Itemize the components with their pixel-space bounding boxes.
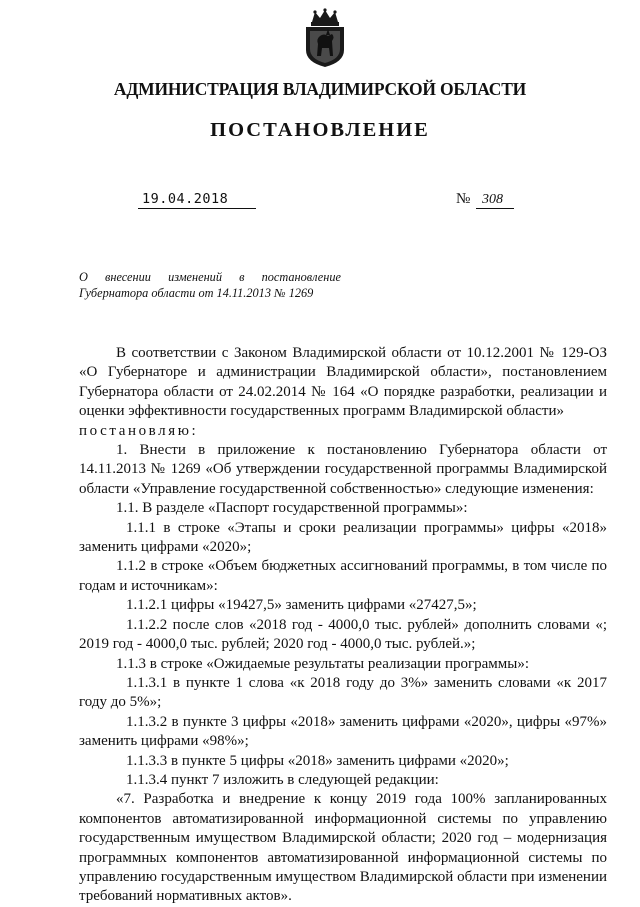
paragraph: «7. Разработка и внедрение к концу 2019 года 100% запланированных компонентов автоматизированной информационной системы по управлению государственным имуществом Владимирской области; 2020 год – модернизация программных компонентов автоматизированной информационной системы по управлению государственным имуществом Владимирской области при изменении требований нормативных актов». — [79, 791, 607, 905]
paragraph: 1.1. В разделе «Паспорт государственной программы»: — [116, 500, 468, 517]
paragraph: 1.1.2 в строке «Объем бюджетных ассигнований программы, в том числе по годам и источникам»: — [79, 558, 607, 594]
paragraph: 1.1.3.3 в пункте 5 цифры «2018» заменить цифрами «2020»; — [126, 752, 509, 769]
date-underline — [138, 208, 256, 209]
subject-line-1: О внесении изменений в постановление — [79, 270, 341, 284]
paragraph: 1.1.3.2 в пункте 3 цифры «2018» заменить цифрами «2020», цифры «97%» заменить цифрами «98%»; — [79, 713, 607, 750]
preamble: В соответствии с Законом Владимирской области от 10.12.2001 № 129-ОЗ «О Губернаторе и администрации Владимирской области», постановлением Губернатора области от 24.02.2014 № 164 «О порядке разработки, реализации и оценки эффективности государственных программ Владимирской области» — [79, 345, 607, 420]
paragraph: 1.1.2.2 после слов «2018 год - 4000,0 тыс. рублей» дополнить словами «; 2019 год - 4000,0 тыс. рублей; 2020 год - 4000,0 тыс. рублей.»; — [79, 616, 607, 653]
document-subject — [79, 270, 341, 301]
paragraph: 1. Внести в приложение к постановлению Губернатора области от 14.11.2013 № 1269 «Об утверждении государственной программы Владимирской области «Управление государственной собственностью» следующие изменения: — [79, 442, 607, 497]
subject-line-2: Губернатора области от 14.11.2013 № 1269 — [79, 285, 314, 300]
organization-title: АДМИНИСТРАЦИЯ ВЛАДИМИРСКОЙ ОБЛАСТИ — [113, 79, 527, 99]
paragraph: 1.1.3 в строке «Ожидаемые результаты реализации программы»: — [116, 655, 530, 672]
paragraph: 1.1.2.1 цифры «19427,5» заменить цифрами «27427,5»; — [126, 597, 477, 614]
document-body — [79, 344, 607, 907]
document-date: 19.04.2018 — [142, 191, 229, 207]
paragraph: 1.1.1 в строке «Этапы и сроки реализации программы» цифры «2018» заменить цифрами «2020»; — [79, 519, 607, 556]
coat-of-arms-icon — [302, 8, 348, 68]
number-sign: № — [456, 191, 471, 207]
resolve-word: постановляю: — [79, 422, 199, 439]
number-underline — [476, 208, 514, 209]
paragraph: 1.1.3.4 пункт 7 изложить в следующей редакции: — [126, 771, 439, 788]
document-number: 308 — [482, 192, 503, 207]
paragraph: 1.1.3.1 в пункте 1 слова «к 2018 году до 3%» заменить словами «к 2017 году до 5%»; — [79, 674, 607, 711]
document-type: ПОСТАНОВЛЕНИЕ — [210, 119, 430, 141]
